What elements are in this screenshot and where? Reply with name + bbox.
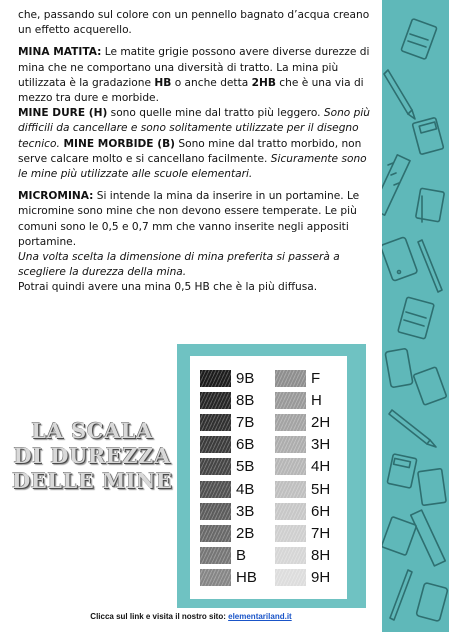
mine-morbide-text: Sono mine dal tratto morbido, non serve calcare molto e si cancellano facilmente. [18, 137, 362, 165]
grade-label: 4H [311, 458, 331, 476]
grade-swatch [200, 370, 231, 387]
grade-label: 5H [311, 480, 331, 498]
grade-label: 6B [236, 436, 255, 454]
grade-b [200, 546, 246, 566]
grade-label: 6H [311, 502, 331, 520]
mina-matita-text: Le matite grigie possono avere diverse durezze di mina che ne comportano una diversità di tratto. La mina più utilizzata è la gradazione [18, 46, 370, 89]
grade-swatch [200, 569, 231, 586]
grade-label: 2H [311, 413, 331, 431]
intro-paragraph [18, 8, 374, 38]
grade-hb [200, 568, 257, 588]
grade-label: 3H [311, 436, 331, 454]
grade-swatch [275, 458, 306, 475]
grade-swatch [275, 414, 306, 431]
grade-swatch [275, 481, 306, 498]
grade-label: 9B [236, 369, 255, 387]
grade-swatch [275, 392, 306, 409]
school-supplies-pattern [382, 0, 449, 632]
grade-swatch [200, 436, 231, 453]
grade-label: 8H [311, 547, 331, 565]
grade-label: 7B [236, 413, 255, 431]
grade-f [275, 368, 320, 388]
micromina-paragraph [18, 189, 374, 250]
micromina-final: Potrai quindi avere una mina 0,5 HB che è la più diffusa. [18, 281, 318, 294]
intro-text: che, passando sul colore con un pennello bagnato d’acqua creano un effetto acquerello. [18, 9, 370, 37]
mina-matita-text-3: che è una via di mezzo tra dure e morbide. [18, 76, 364, 105]
footer-link[interactable]: elementariland.it [228, 612, 292, 621]
title-line-2: DI DUREZZA [13, 443, 171, 468]
article-body [18, 8, 374, 296]
grade-5h [275, 479, 330, 499]
grade-swatch [200, 458, 231, 475]
grade-4b [200, 479, 254, 499]
micromina-italic-paragraph [18, 250, 374, 280]
grade-label: F [311, 369, 321, 387]
micromina-final-paragraph [18, 280, 374, 295]
grade-swatch [200, 392, 231, 409]
title-line-1: LA SCALA [31, 418, 153, 443]
mine-dure-label: MINE DURE (H) [18, 107, 108, 120]
grade-label: 2B [236, 524, 255, 542]
hardness-scale [190, 356, 347, 599]
grade-swatch [275, 547, 306, 564]
title-line-3: DELLE MINE [12, 468, 173, 493]
grade-5b [200, 457, 254, 477]
footer-text: Clicca sul link e visita il nostro sito: [90, 612, 229, 621]
grade-2b [200, 523, 254, 543]
mine-dure-italic: Sono più difficili da cancellare e sono solitamente utilizzate per il disegno tecnico. [18, 107, 371, 150]
grade-label: 9H [311, 569, 331, 587]
footer [0, 612, 382, 621]
grade-swatch [200, 481, 231, 498]
grade-swatch [200, 503, 231, 520]
hb-highlight: HB [154, 76, 172, 89]
mina-matita-paragraph [18, 45, 374, 106]
scale-title [12, 418, 172, 493]
grade-label: 3B [236, 502, 255, 520]
decorative-sidebar [382, 0, 449, 632]
grade-label: B [236, 547, 247, 565]
grade-2h [275, 412, 330, 432]
grade-label: 5B [236, 458, 255, 476]
grade-label: 8B [236, 391, 255, 409]
grade-swatch [275, 503, 306, 520]
mine-morbide-italic: Sicuramente sono le mine più utilizzate alle scuole elementari. [18, 152, 367, 181]
grade-label: 7H [311, 524, 331, 542]
mina-matita-label: MINA MATITA: [18, 46, 102, 59]
grade-swatch [200, 547, 231, 564]
2hb-highlight: 2HB [251, 76, 276, 89]
grade-7b [200, 412, 254, 432]
grade-4h [275, 457, 330, 477]
grade-6b [200, 435, 254, 455]
grade-swatch [200, 414, 231, 431]
grade-label: 4B [236, 480, 255, 498]
grade-9h [275, 568, 330, 588]
grade-8b [200, 390, 254, 410]
mine-morbide-label: MINE MORBIDE (B) [59, 137, 175, 150]
grade-swatch [275, 370, 306, 387]
micromina-label: MICROMINA: [18, 190, 94, 203]
grade-3b [200, 501, 254, 521]
mina-matita-text-2: o anche detta [171, 76, 252, 89]
grade-8h [275, 546, 330, 566]
grade-swatch [275, 525, 306, 542]
grade-swatch [200, 525, 231, 542]
grade-swatch [275, 569, 306, 586]
grade-9b [200, 368, 254, 388]
grade-6h [275, 501, 330, 521]
grade-h [275, 390, 322, 410]
grade-swatch [275, 436, 306, 453]
grade-7h [275, 523, 330, 543]
grade-label: HB [236, 569, 257, 587]
grade-3h [275, 435, 330, 455]
grade-label: H [311, 391, 322, 409]
mine-dure-paragraph [18, 106, 374, 182]
mine-dure-text: sono quelle mine dal tratto più leggero. [107, 107, 324, 120]
micromina-italic: Una volta scelta la dimensione di mina preferita si passerà a scegliere la durezza della mina. [18, 251, 340, 279]
micromina-text: Si intende la mina da inserire in un portamine. Le micromine sono mine che non devono essere temperate. Le più comuni sono le 0,5 e 0,7 mm che vanno inserite negli appositi portamine. [18, 190, 360, 248]
